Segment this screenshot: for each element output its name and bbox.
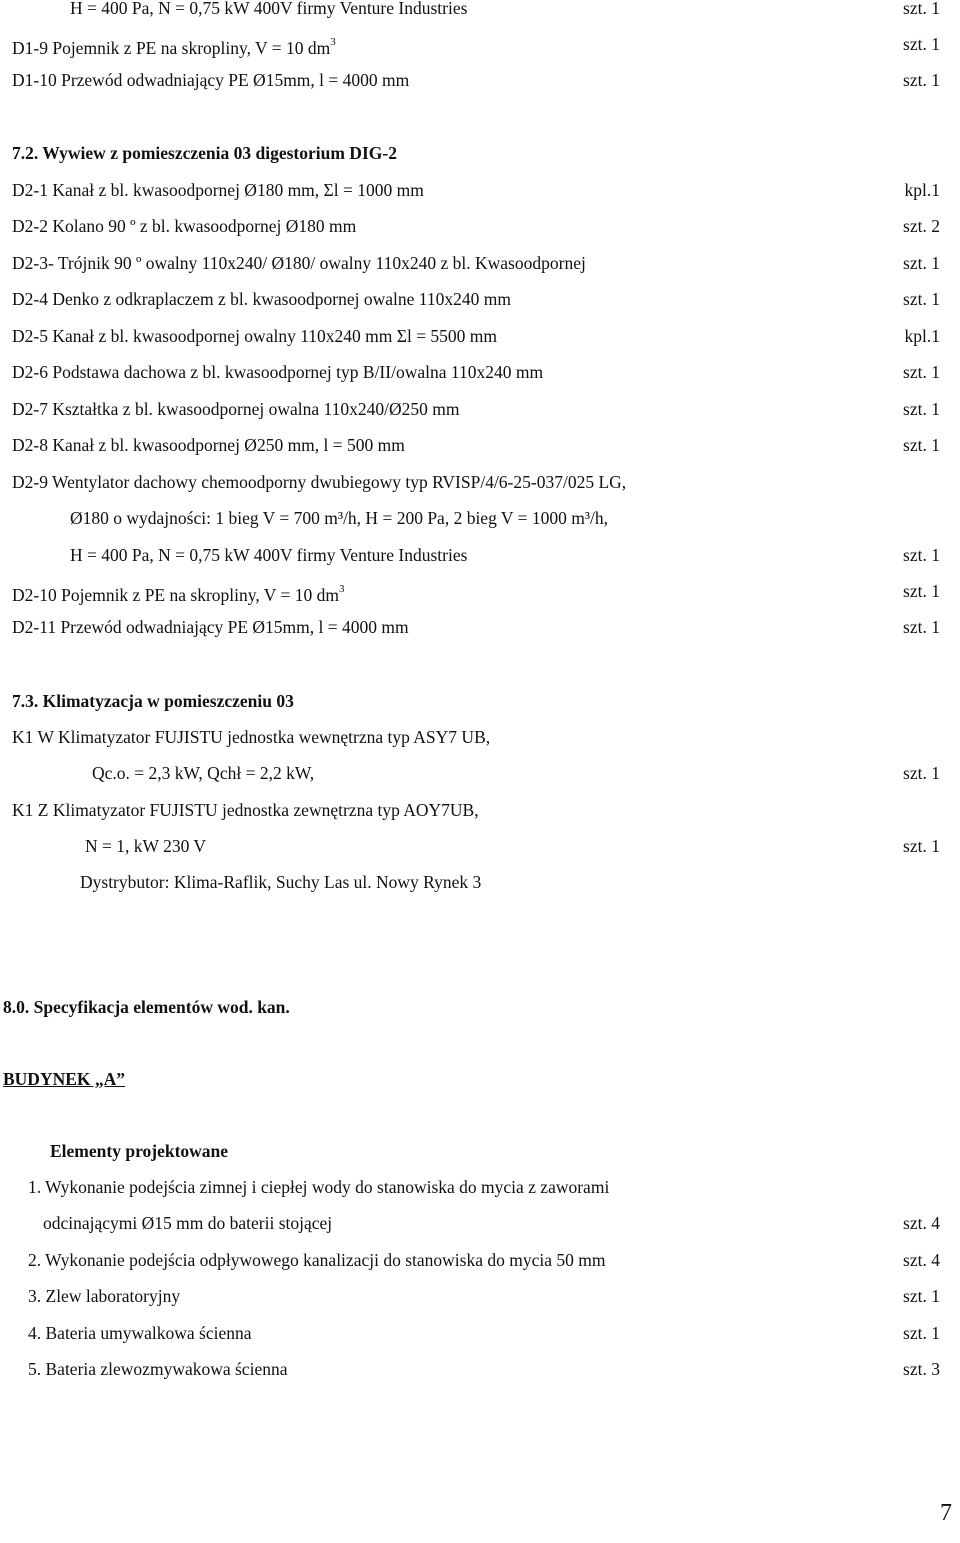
text-line bbox=[0, 1210, 960, 1236]
line-quantity: szt. 1 bbox=[903, 1286, 940, 1306]
line-quantity: szt. 1 bbox=[903, 253, 940, 273]
line-text: D1-10 Przewód odwadniający PE Ø15mm, l = 4000 mm bbox=[12, 70, 410, 90]
line-text: 7.3. Klimatyzacja w pomieszczeniu 03 bbox=[12, 691, 294, 711]
line-text: Ø180 o wydajności: 1 bieg V = 700 m³/h, H = 200 Pa, 2 bieg V = 1000 m³/h, bbox=[70, 508, 609, 528]
superscript: 3 bbox=[330, 36, 336, 48]
line-text: 2. Wykonanie podejścia odpływowego kanalizacji do stanowiska do mycia 50 mm bbox=[28, 1250, 606, 1270]
text-line bbox=[0, 140, 960, 166]
line-text: K1 W Klimatyzator FUJISTU jednostka wewnętrzna typ ASY7 UB, bbox=[12, 727, 491, 747]
line-quantity: kpl.1 bbox=[904, 326, 940, 346]
line-text: Elementy projektowane bbox=[50, 1141, 229, 1161]
text-line bbox=[0, 833, 960, 859]
text-line bbox=[0, 1320, 960, 1346]
line-quantity: szt. 2 bbox=[903, 216, 940, 236]
text-line bbox=[0, 323, 960, 349]
text-line bbox=[0, 578, 960, 604]
line-text: D2-7 Kształtka z bl. kwasoodpornej owalna 110x240/Ø250 mm bbox=[12, 399, 460, 419]
line-text: D2-6 Podstawa dachowa z bl. kwasoodpornej typ B/II/owalna 110x240 mm bbox=[12, 362, 544, 382]
line-text: D2-3- Trójnik 90 º owalny 110x240/ Ø180/ owalny 110x240 z bl. Kwasoodpornej bbox=[12, 253, 586, 273]
line-text: 4. Bateria umywalkowa ścienna bbox=[28, 1323, 252, 1343]
line-text: D2-10 Pojemnik z PE na skropliny, V = 10 $dm^3$ bbox=[12, 583, 345, 605]
line-text: D2-2 Kolano 90 º z bl. kwasoodpornej Ø180 mm bbox=[12, 216, 357, 236]
text-line bbox=[0, 542, 960, 568]
line-quantity: szt. 1 bbox=[903, 581, 940, 601]
line-quantity: szt. 1 bbox=[903, 34, 940, 54]
line-text: D2-8 Kanał z bl. kwasoodpornej Ø250 mm, l = 500 mm bbox=[12, 435, 405, 455]
line-text: 8.0. Specyfikacja elementów wod. kan. bbox=[3, 997, 290, 1017]
text-line bbox=[0, 0, 960, 21]
line-text: odcinającymi Ø15 mm do baterii stojącej bbox=[43, 1213, 333, 1233]
line-text: D2-11 Przewód odwadniający PE Ø15mm, l = 4000 mm bbox=[12, 617, 409, 637]
line-text: H = 400 Pa, N = 0,75 kW 400V firmy Venture Industries bbox=[70, 0, 468, 18]
line-quantity: szt. 1 bbox=[903, 289, 940, 309]
line-text: 1. Wykonanie podejścia zimnej i ciepłej wody do stanowiska do mycia z zaworami bbox=[28, 1177, 610, 1197]
text-line bbox=[0, 994, 960, 1020]
superscript: 3 bbox=[338, 583, 345, 595]
text-line bbox=[0, 1247, 960, 1273]
line-text: D2-9 Wentylator dachowy chemoodporny dwubiegowy typ RVISP/4/6-25-037/025 LG, bbox=[12, 472, 627, 492]
line-quantity: szt. 1 bbox=[903, 1323, 940, 1343]
text-line bbox=[0, 177, 960, 203]
text-line bbox=[0, 1138, 960, 1164]
line-text: N = 1, kW 230 V bbox=[85, 836, 207, 856]
line-text: H = 400 Pa, N = 0,75 kW 400V firmy Venture Industries bbox=[70, 545, 468, 565]
text-line bbox=[0, 359, 960, 385]
text-line bbox=[0, 469, 960, 495]
line-quantity: szt. 4 bbox=[903, 1213, 940, 1233]
text-line bbox=[0, 760, 960, 786]
text-line bbox=[0, 286, 960, 312]
line-quantity: szt. 1 bbox=[903, 70, 940, 90]
line-text: 3. Zlew laboratoryjny bbox=[28, 1286, 181, 1306]
line-quantity: szt. 1 bbox=[903, 836, 940, 856]
text-line bbox=[0, 1066, 960, 1092]
line-text: D2-1 Kanał z bl. kwasoodpornej Ø180 mm, Σl = 1000 mm bbox=[12, 180, 424, 200]
text-line bbox=[0, 505, 960, 531]
line-quantity: szt. 1 bbox=[903, 399, 940, 419]
line-text: Qc.o. = 2,3 kW, Qchł = 2,2 kW, bbox=[92, 763, 315, 783]
text-line bbox=[0, 724, 960, 750]
line-text: D1-9 Pojemnik z PE na skropliny, V = 10 $dm^3$ bbox=[12, 36, 336, 58]
line-text: D2-5 Kanał z bl. kwasoodpornej owalny 110x240 mm Σl = 5500 mm bbox=[12, 326, 498, 346]
line-quantity: szt. 1 bbox=[903, 435, 940, 455]
text-line bbox=[0, 1356, 960, 1382]
text-line bbox=[0, 869, 960, 895]
text-line bbox=[0, 797, 960, 823]
line-quantity: szt. 4 bbox=[903, 1250, 940, 1270]
text-line bbox=[0, 1283, 960, 1309]
text-line bbox=[0, 213, 960, 239]
text-line bbox=[0, 614, 960, 640]
text-line bbox=[0, 250, 960, 276]
page-number: 7 bbox=[940, 1500, 952, 1526]
line-quantity: szt. 3 bbox=[903, 1359, 940, 1379]
line-quantity: szt. 1 bbox=[903, 545, 940, 565]
line-quantity: szt. 1 bbox=[903, 763, 940, 783]
line-text: K1 Z Klimatyzator FUJISTU jednostka zewnętrzna typ AOY7UB, bbox=[12, 800, 479, 820]
line-quantity: szt. 1 bbox=[903, 0, 940, 18]
text-line bbox=[0, 31, 960, 57]
text-line bbox=[0, 67, 960, 93]
line-text: D2-4 Denko z odkraplaczem z bl. kwasoodpornej owalne 110x240 mm bbox=[12, 289, 511, 309]
line-text: BUDYNEK „A” bbox=[3, 1069, 126, 1089]
text-line bbox=[0, 688, 960, 714]
line-quantity: kpl.1 bbox=[904, 180, 940, 200]
text-line bbox=[0, 396, 960, 422]
line-quantity: szt. 1 bbox=[903, 362, 940, 382]
line-text: 7.2. Wywiew z pomieszczenia 03 digestorium DIG-2 bbox=[12, 143, 397, 163]
line-text: 5. Bateria zlewozmywakowa ścienna bbox=[28, 1359, 288, 1379]
line-text: Dystrybutor: Klima-Raflik, Suchy Las ul. Nowy Rynek 3 bbox=[80, 872, 482, 892]
text-line bbox=[0, 432, 960, 458]
text-line bbox=[0, 1174, 960, 1200]
line-quantity: szt. 1 bbox=[903, 617, 940, 637]
